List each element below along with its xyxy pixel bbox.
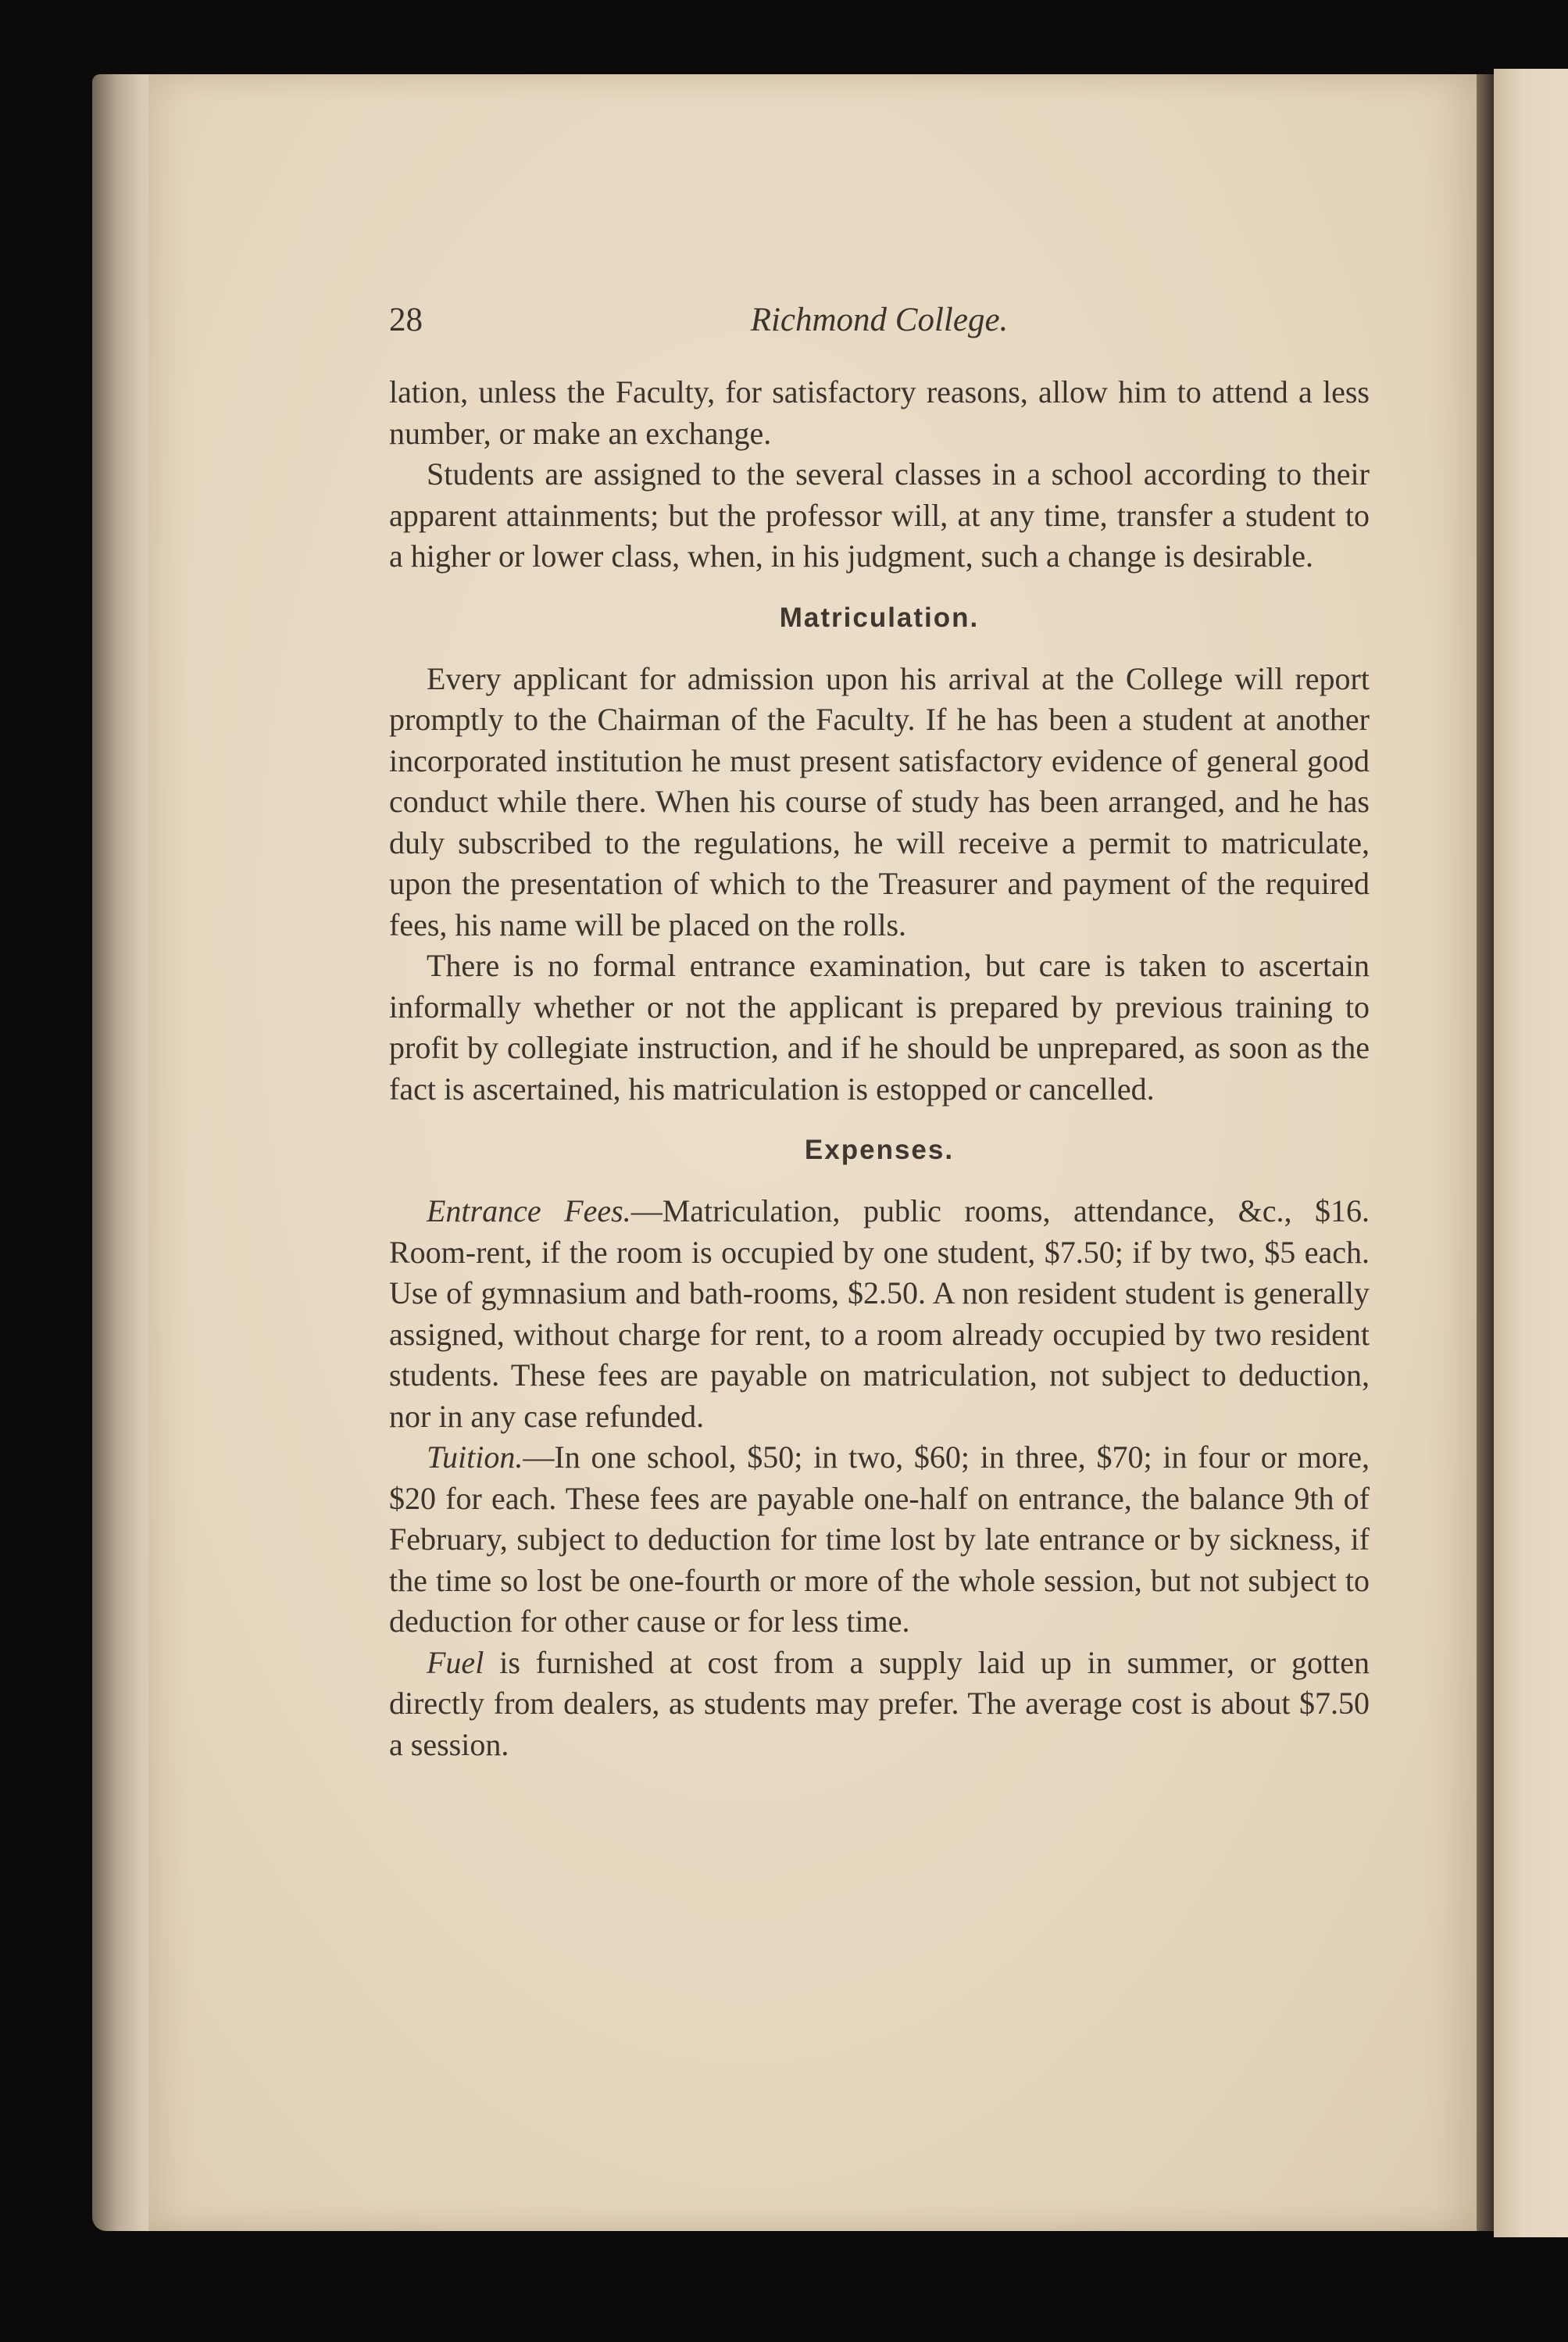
paragraph-tuition (389, 1437, 1370, 1643)
fuel-label: Fuel (427, 1644, 484, 1680)
page-number: 28 (389, 302, 423, 338)
book-gutter (1477, 74, 1494, 2231)
entrance-fees-label: Entrance Fees. (427, 1193, 631, 1228)
fuel-text: is furnished at cost from a supply laid up in summer, or gotten directly from dealers, as students may prefer. The average cost is about $7.50 a session. (389, 1644, 1370, 1762)
section-heading-expenses: Expenses. (804, 1135, 955, 1165)
body-text (389, 372, 1370, 1765)
paragraph-class-assignment: Students are assigned to the several classes in a school according to their apparent attainments; but the professor will, at any time, transfer a student to a higher or lower class, when, in his judgment, such a change is desirable. (389, 456, 1370, 574)
paragraph-entrance-examination: There is no formal entrance examination, but care is taken to ascertain informally whether or not the applicant is prepared by previous training to profit by collegiate instruction, and if he should be unprepared, as soon as the fact is ascertained, his matriculation is estopped or cancelled. (389, 948, 1370, 1107)
tuition-text: —In one school, $50; in two, $60; in three, $70; in four or more, $20 for each. These fees are payable one-half on entrance, the balance 9th of February, subject to deduction for time lost by late entrance or by sickness, if the time so lost be one-fourth or more of the whole session, but not subject to deduction for other cause or for less time. (389, 1439, 1370, 1639)
entrance-fees-text: —Matriculation, public rooms, attendance, &c., $16. Room-rent, if the room is occupied by one student, $7.50; if by two, $5 each. Use of gymnasium and bath-rooms, $2.50. A non resident student is generally assigned, without charge for rent, to a room already occupied by two resident students. These fees are payable on matriculation, not subject to deduction, nor in any case refunded. (389, 1193, 1370, 1434)
running-head: Richmond College. (750, 302, 1009, 338)
paragraph-fuel (389, 1643, 1370, 1766)
paragraph-entrance-fees (389, 1191, 1370, 1437)
section-heading-matriculation: Matriculation. (779, 602, 980, 633)
tuition-label: Tuition. (427, 1439, 523, 1475)
paragraph-continuation: lation, unless the Faculty, for satisfactory reasons, allow him to attend a less number, or make an exchange. (389, 374, 1370, 451)
paragraph-admission: Every applicant for admission upon his arrival at the College will report promptly to the Chairman of the Faculty. If he has been a student at another incorporated institution he must present satisfactory evidence of general good conduct while there. When his course of study has been arranged, and he has duly subscribed to the regulations, he will receive a permit to matriculate, upon the presentation of which to the Treasurer and payment of the required fees, his name will be placed on the rolls. (389, 660, 1370, 942)
page-header (389, 301, 1370, 356)
facing-page-edge (1494, 69, 1568, 2237)
